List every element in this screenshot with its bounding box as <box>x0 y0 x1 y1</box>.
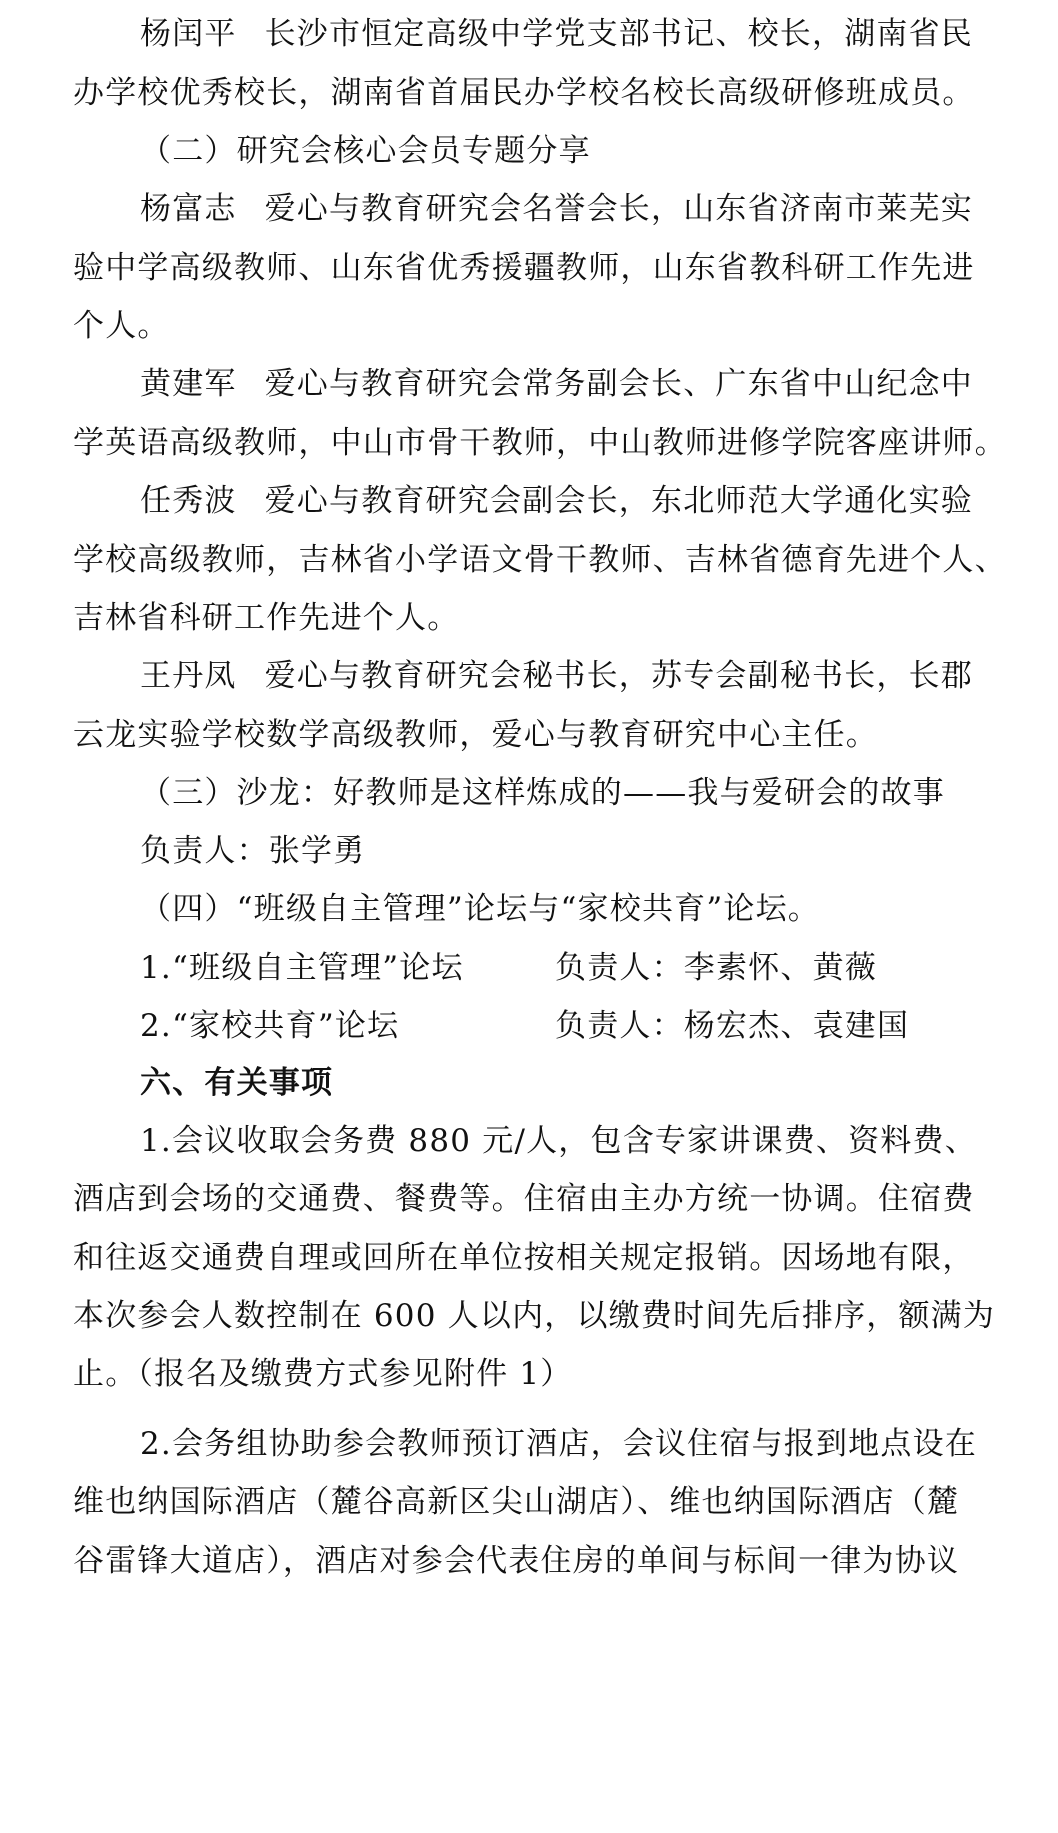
text-line: 和往返交通费自理或回所在单位按相关规定报销。因场地有限， <box>73 1240 975 1276</box>
text-line: 本次参会人数控制在 600 人以内，以缴费时间先后排序，额满为 <box>73 1298 996 1334</box>
person-name: 黄建军 <box>140 366 237 402</box>
person-desc: 爱心与教育研究会副会长，东北师范大学通化实验 <box>264 483 974 519</box>
text-line: 办学校优秀校长，湖南省首届民办学校名校长高级研修班成员。 <box>73 75 975 111</box>
person-desc: 爱心与教育研究会秘书长，苏专会副秘书长，长郡 <box>264 658 974 694</box>
forum-item-owner: 负责人：杨宏杰、袁建国 <box>555 1008 910 1044</box>
section-heading-related-matters: 六、有关事项 <box>140 1065 334 1101</box>
person-desc: 爱心与教育研究会名誉会长，山东省济南市莱芜实 <box>264 191 974 227</box>
person-line-ren-xiubo <box>140 481 1010 521</box>
text-line: 吉林省科研工作先进个人。 <box>73 600 460 636</box>
text-line: 维也纳国际酒店（麓谷高新区尖山湖店）、维也纳国际酒店（麓 <box>73 1484 960 1520</box>
person-name: 杨富志 <box>140 191 237 227</box>
person-name: 王丹凤 <box>140 658 237 694</box>
person-line-yang-runping <box>140 14 1010 54</box>
text-line: 1.会议收取会务费 880 元/人，包含专家讲课费、资料费、 <box>140 1123 977 1159</box>
text-line: 学校高级教师，吉林省小学语文骨干教师、吉林省德育先进个人、 <box>73 542 1007 578</box>
text-line: 云龙实验学校数学高级教师，爱心与教育研究中心主任。 <box>73 717 878 753</box>
salon-owner: 负责人：张学勇 <box>140 833 366 869</box>
subheading-salon: （三）沙龙：好教师是这样炼成的——我与爱研会的故事 <box>140 775 945 811</box>
person-line-huang-jianjun <box>140 364 1010 404</box>
person-name: 杨闰平 <box>140 16 237 52</box>
text-line: 学英语高级教师，中山市骨干教师，中山教师进修学院客座讲师。 <box>73 425 1007 461</box>
text-line: 酒店到会场的交通费、餐费等。住宿由主办方统一协调。住宿费 <box>73 1181 975 1217</box>
subheading-forums: （四）“班级自主管理”论坛与“家校共育”论坛。 <box>140 891 820 927</box>
text-line: 2.会务组协助参会教师预订酒店，会议住宿与报到地点设在 <box>140 1426 977 1462</box>
forum-item-2 <box>140 1006 1010 1046</box>
person-line-wang-danfeng <box>140 656 1010 696</box>
text-line: 谷雷锋大道店），酒店对参会代表住房的单间与标间一律为协议 <box>73 1543 960 1579</box>
person-desc: 长沙市恒定高级中学党支部书记、校长，湖南省民 <box>264 16 974 52</box>
forum-item-owner: 负责人：李素怀、黄薇 <box>555 950 877 986</box>
text-line: 验中学高级教师、山东省优秀援疆教师，山东省教科研工作先进 <box>73 250 975 286</box>
person-line-yang-fuzhi <box>140 189 1010 229</box>
text-line: 止。（报名及缴费方式参见附件 1） <box>73 1356 573 1392</box>
subheading-core-members: （二）研究会核心会员专题分享 <box>140 133 591 169</box>
forum-item-name: 1.“班级自主管理”论坛 <box>140 950 464 986</box>
text-line: 个人。 <box>73 308 170 344</box>
forum-item-1 <box>140 948 1010 988</box>
person-name: 任秀波 <box>140 483 237 519</box>
person-desc: 爱心与教育研究会常务副会长、广东省中山纪念中 <box>264 366 974 402</box>
forum-item-name: 2.“家校共育”论坛 <box>140 1008 400 1044</box>
